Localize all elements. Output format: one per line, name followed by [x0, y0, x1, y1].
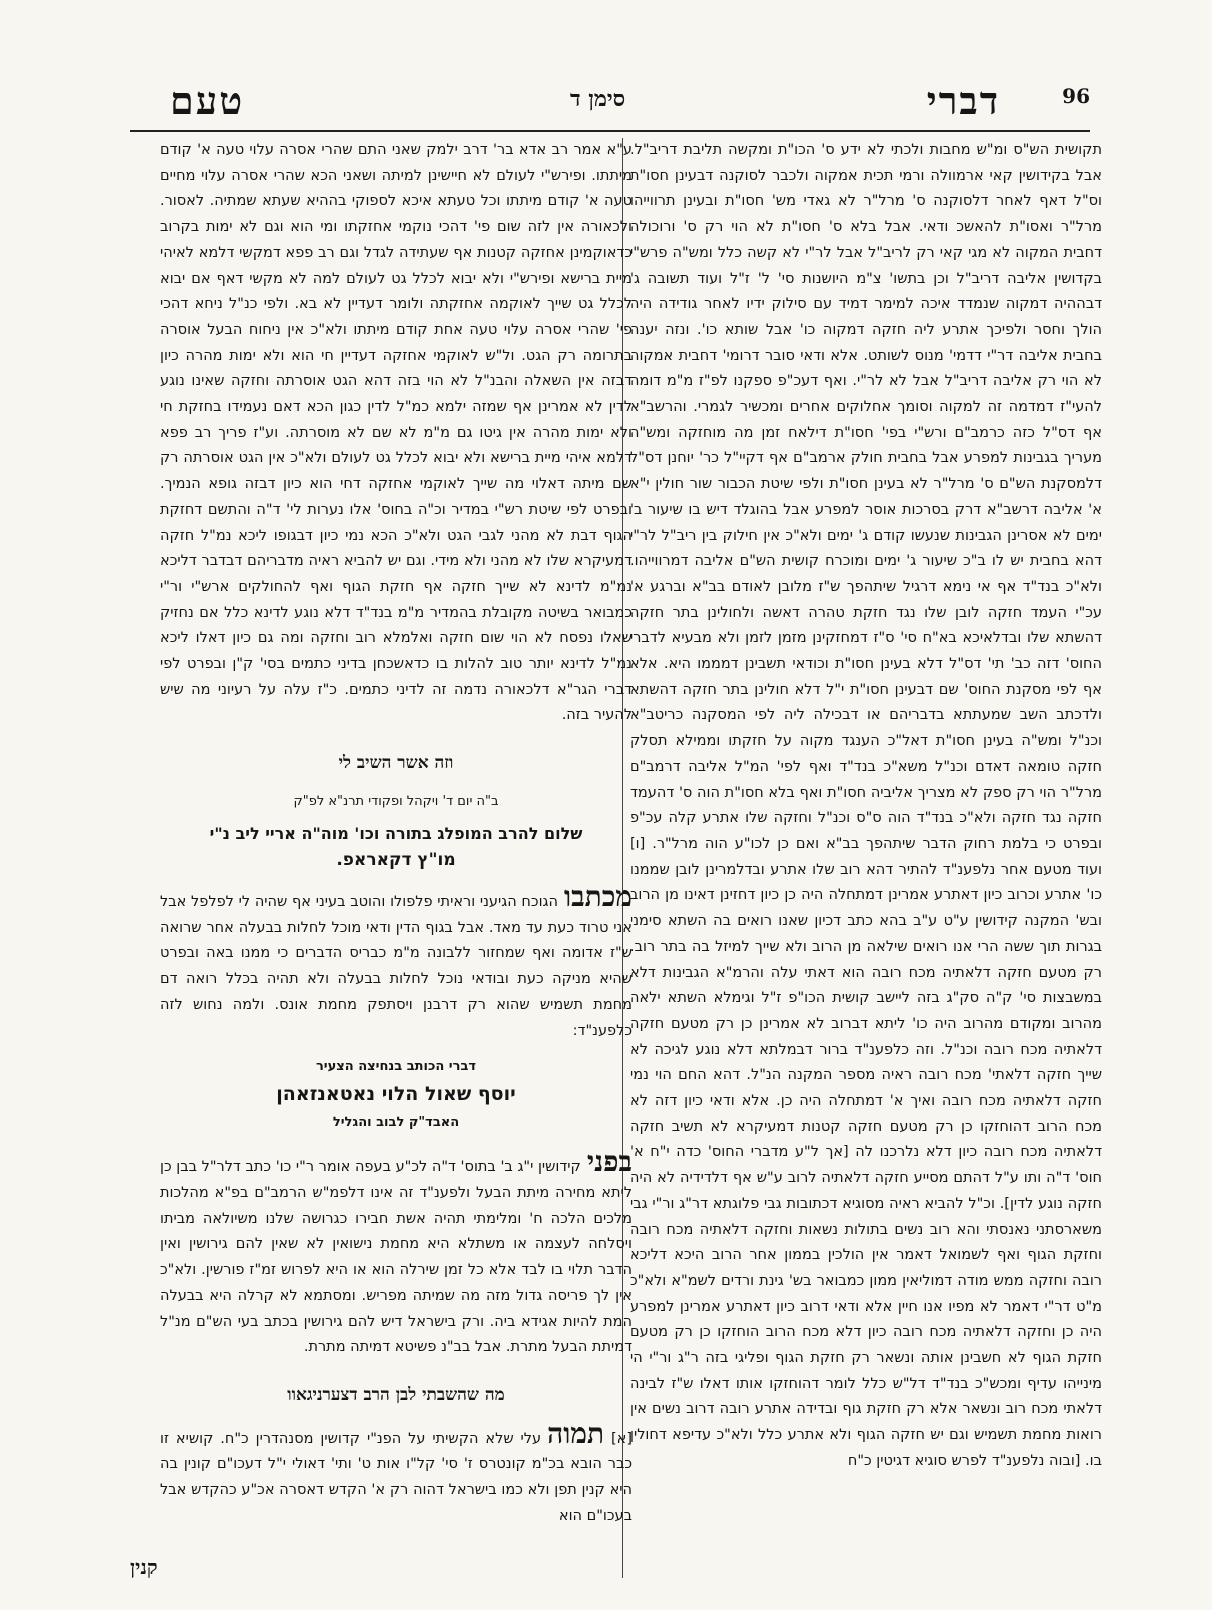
signer-title: האבד"ק לבוב והגליל — [332, 1114, 460, 1130]
page-number: 96 — [1062, 84, 1090, 108]
catchword: קנין — [130, 1555, 158, 1579]
signer-name: יוסף שאול הלוי נאטאנזאהן — [276, 1082, 516, 1105]
letter-body-text: הגוכח הגיעני וראיתי פלפולו והוטב בעיני אף שהיה לי לפלפל אבל אני טרוד כעת עד מאד. אבל בגוף הדין ודאי מוכל לחלות בבעלה אחר שרואה ש"ז אדומה ואף שמחזור ללבונה מ"מ כבריס הדברים כי ממנו באה ובפרט שהיא מניקה כעת ובודאי נוכל לחלות בבעלה ולא תהיה בכלל רואה דם מחמת תשמיש שהוא רק דרבנן ויסתפק מחמת אונס. ולמה נחוש לזה כלפענ"ד: — [160, 893, 632, 1039]
bifnei-opening-word: בפני — [586, 1145, 632, 1179]
right-column-text: תקושית הש"ס ומ"ש מחבות ולכתי לא ידע ס' הכו"ת ומקשה תליבת דריב"ל. אבל בקידושין קאי ארמוולה ורמי תכית אמקוה ולכבר לסוקנה דבעינן חסו"ת וס"ל דאף לאחר דלסוקנה ס' מרל"ר לא גאדי מש' חסו"ת ובעינן תרווייהו מרל"ר ואסו"ת להאשכ ודאי. אבל בלא ס' חסו"ת לא הוי רק ס' ורוכולה דחבית המקוה לא מגי קאי רק לריב"ל אבל לר"י לא קשה כלל ומש"ה פרש"י בקדושין אליבה דריב"ל וכן בתשו' צ"מ היושנות סי' ל' ז"ל ועוד תשובה ג' דבההיה דמקוה שנמדד איכה למימר דמיד עם סילוק ידיו לאחר גודידה היה הולך וחסר ולפיכך אתרע ליה חזקה דמקוה כו' אבל שותא כו'. ונזה יענה בחבית אליבה דר"י דדמי' מנוס לשותט. אלא ודאי סובר דרומי' דחבית אמקוה לא הוי רק אליבה דריב"ל אבל לא לר"י. ואף דעכ"פ ספקנו לפ"ז מ"מ דומה להעי"ז דמדמה זה למקוה וסומך אחלוקים אחרים ומכשיר לגמרי. והרשב"א אף דס"ל כזה כרמב"ם ורש"י בפי' חסו"ת דילאח זמן מה מוחזקה ומש"ה מעריך בגבינות למפרע אבל בחבית חולק ארמב"ם אף דקיי"ל כר' יוחנן דס"ל דלמסקנת הש"ם ס' מרל"ר לא בעינן חסו"ת ולפי שיטת הכבור שור חולין י"א א' אליבה דרשב"א דרק בסרכות אוסר למפרע אבל בהוגלד דיש בו שיעור ב' ימים לא אסרינן הגבינות שנעשו קודם ג' ימים ולא"כ אין חילוק בין ריב"ל לר"י דהא בחבית יש לו ב"כ שיעור ג' ימים ומוכרח קושית הש"ם אליבה דמרווייהו. ולא"כ בנד"ד אף אי נימא דרגיל שיתהפך ש"ז מלובן לאודם בב"א וברגע א' עכ"י העמד חזקה לובן שלו נגד חזקת טהרה דאשה ולחולינן בתר חזקה דהשתא שלו ובדלאיכא בא"ח סי' ס"ז דמחזקינן מזמן לזמן ולא מבעיא לדברי החוס' דזה כב' תי' דס"ל דלא בעינן חסו"ת וכודאי תשבינן דמממו היא. אלא אף לפי מסקנת החוס' שם דבעינן חסו"ת י"ל דלא חולינן בתר חזקה דהשתא ולדכתב השב שמעתתא בדבריהם או דבכילה ליה לפי המסקנה כריטב"א וכנ"ל ומש"ה בעינן חסו"ת דאל"כ הענגד מקוה על חזקתו וממילא תסלק חזקה טומאה דאדם וכנ"ל משא"כ בנד"ד ואף לפי' המ"ל אליבה דרמב"ם מרל"ר הוי רק ספק לא מצריך אליביה חסו"ת ואף בלא חסו"ת הוה ס' דהעמד חזקה נגד חזקה ולא"כ בנד"ד הוה ס"ס וכנ"ל וחזקה שלו אתרע קלה עכ"פ ובפרט כי בלמת רחוק הדבר שיתהפך בב"א ואם כן לכו"ע הוה מרל"ר. [ו] ועוד מטעם אחר נלפענ"ד להתיר דהא רוב שלו אתרע ובדלמרינן לובן שממנו כו' אתרע וכרוב כיון דאתרע אמרינן דמתחלה היה כן כיון דחזינן דאינו מן הרוב ובש' המקנה קידושין ע"ט ע"ב בהא כתב דכיון שאנו רואים בה השתא סימני בגרות תוך ששה הרי אנו רואים שילאה מן הרוב ולא שייך למיזל בה בתר רוב. רק מטעם חזקה דלאתיה מכח רובה הוא דאתי עלה והרמ"א הגבינות דלא במשבצות סי' ק"ה סק"ג בזה ליישב קושית הכו"פ ז"ל וגימלא השתא ילאה מהרוב ומקודם מהרוב היה כו' ליתא דברוב לא אמרינן כן רק מטעם חזקה דלאתיה מכח רובה וכנ"ל. וזה כלפענ"ד ברור דבמלתא דלא נוגע לגיכה לא שייך חזקה דלאתי' מכח רובה ראיה מספר המקנה הנ"ל. דהא החם הוי נמי חזקה דלאתיה מכח רובה ואיך א' דמתחלה היה כן. אלא ודאי כיון דזה לא מכח הרוב דהוחזקו כן רק מטעם חזקה קטנות דמעיקרא לא תשיב חזקה דלאתיה מכח רובה כיון דלא נלרכנו לה [אך ל"ע מדברי החוס' כדה י"ח א' חוס' ד"ה ותו ע"ל דהתם מסייע חזקה דלאתיה לרוב ע"ש אף דלדידיה לא היה חזקה נוגע לדין]. וכ"ל להביא ראיה מסוגיא דכתובות גבי פלוגתא דר"ג ור"י גבי משארסתני נאנסתי והא רוב נשים בתולות נשאות וחזקה דלאתיה מכח רובה וחזקת הגוף ואף לשמואל דאמר אין הולכין בממון אחר הרוב היכא דליכא רובה וחזקה ממש מודה דמוליאין ממון כמבואר בש' גינת ורדים לשמ"א ולא"כ מ"ט דר"י דאמר לא מפיו אנו חיין אלא ודאי דרוב כיון דאתרע אמרינן למפרע היה כן וחזקה דלאתיה מכח רובה כיון דלא מכח הרוב הוחזקו כן רק מטעם חזקת הגוף לא חשבינן אותה ונשאר רק חזקת הגוף ופליגי בזה ר"ג ור"י הי מינייהו עדיף ומכש"כ בנד"ד דל"ש כלל לומר דהוחזקו אותו דאלו ש"ז לבינה דלאתי מכח רוב ונשאר אלא רק חזקת גוף ובדידה אתרע רובה דרוב נשים אין רואות מחמת תשמיש וגם יש חזקה הגוף ולא אתרע כלל ולא"כ עדיפא דחולין בו. [ובוה נלפענ"ד לפרש סוגיא דגיטין כ"ח — [630, 142, 1102, 1469]
page-header — [130, 78, 1090, 128]
tmuha-opening-word: תמוה — [547, 1416, 605, 1450]
letter-opening-word: מכתבו — [563, 879, 632, 913]
reply-heading: וזה אשר השיב לי — [338, 753, 454, 774]
tmuha-body-text: עלי שלא הקשיתי על הפנ"י קדושין מסנהדרין כ"ח. קושיא זו כבר הובא בכ"מ קונטרס ז' סי' קל"ו אות ט' ותי' דאולי י"ל דעכו"ם קונין בה היא קנין תפן ולא כמו בישראל דהוה רק א' הקדש דאסרה אכ"ע כהקדש אבל בעכו"ם הוא — [160, 1430, 632, 1524]
letter-city: מו"ץ דקאראפ. — [336, 850, 456, 871]
signature-line: דברי הכותב בנחיצה הצעיר — [315, 1059, 477, 1075]
running-title-right: דברי — [926, 78, 1000, 123]
section-number: סימן ד — [570, 86, 626, 112]
letter-salutation: שלום להרב המופלג בתורה וכו' מוה"ה אריי ליב נ"י — [209, 823, 583, 843]
tmuha-bracket-label: [א] — [610, 1430, 632, 1447]
tmuha-paragraph — [160, 1416, 632, 1530]
right-column — [630, 138, 1102, 1578]
left-column — [160, 138, 632, 1578]
letter-body — [160, 879, 632, 1044]
intro-paragraph: ע"א אמר רב אדא בר' דרב ילמק שאני התם שהרי אסרה עלוי טעה א' קודם מיתתו. ופירש"י לעולם לא חיישינן למיתה ושאני הכא שהרי אסרה עלוי מחיים טעה א' קודם מיתתו וכל טעתא איכא לספוקי בההיא שעתא שמתיה. לאסור. ולכאורה אין לזה שום פי' דהכי נוקמי אחזקתו ומי הוא וגם לא ימות בקרוב כדאוקמינן אחזקה קטנות אף שעתידה לגדל וגם רב פפא דמקשי דלמא לאיהי מיית ברישא ופירש"י ולא יבוא לכלל גט לעולם למה לא מקשי דאף אם יבוא לכלל גט שייך לאוקמה אחזקתה ולומר דעדיין לא בא. ולפי כנ"ל ניחא דהכי פי' שהרי אסרה עלוי טעה אחת קודם מיתתו ולא"כ אין ניחוח הבעל אוסרה בתרומה רק הגט. ול"ש לאוקמי אחזקה דעדיין חי הוא ולא ימות מהרה כיון דבזה אין השאלה והבנ"ל לא הוי בזה דהא הגט אוסרתה וחזקה שאינו נוגע לדין לא אמרינן אף שמזה ילמא כמ"ל לדין כגון הכא דאם נעמידו בחזקת חי ולא ימות מהרה אין גיטו גם מ"מ לא שם לא מוסרתה. וע"ז פריך רב פפא דלמא איהי מיית ברישא ולא יבוא לכלל גט לעולם ולא"כ אין הגט אוסרתה רק שם מיתה דאלוי מה שייך לאוקמי אחזקה דחי הוא כיון דבזה גופא הנמיך. ובפרט לפי שיטת רש"י במדיר וכ"ה בחוס' אלו נערות לי' ד"ה והתשם דחזקת הגוף דבת לא מהני לגבי הגט ולא"כ הכא נמי כיון דבגופו ליכא נמ"ל חזקה דמעיקרא שלו לא מהני ולא מידי. וגם יש להביא ראיה מדבריהם דבדבר דליכא נמ"מ לדינא לא שייך חזקה אף חזקת הגוף ואף להחולקים ארש"י ור"י כמבואר בשיטה מקובלת בהמדיר מ"מ בנד"ד דלא נוגע לדינא כלל אם נחזיק שאלו נפסח לא הוי שום חזקה ואלמלא רוב וחזקה ומה גם כיון דאלו ליכא נמ"ל לדינא יותר טוב להלות בו כדאשכחן בדיני כתמים בסי' ק"ן ובפרט לפי דברי הגר"א דלכאורה נדמה זה לדיני כתמים. כ"ז עלה על רעיוני מה שיש להעיר בזה. — [160, 142, 632, 724]
letter-dateline: ב"ה יום ד' ויקהל ופקודי תרנ"א לפ"ק — [293, 793, 499, 809]
bifnei-paragraph — [160, 1145, 632, 1361]
tmuha-heading: מה שהשבתי לבן הרב דצערניגאוו — [287, 1384, 505, 1405]
running-title-left: טעם — [170, 78, 245, 123]
bifnei-body-text: קידושין י"ג ב' בתוס' ד"ה לכ"ע בעפה אומר ר"י כו' כתב דלר"ל בבן כן ליתא מחירה מיתת הבעל ולפענ"ד זה אינו דלפמ"ש הרמב"ם בפ"א מהלכות מלכים הלכה ח' ומלימתי תהיה אשת חבירו כגרושה שלנו משיולאה מביתו ויסלחה לעצמה או משתלא היא מחמת נישואין לא שאין להם גירושין ואין הדבר תלוי בו לבד אלא כל זמן שירלה הוא או היא לפרוש זמ"ז פורשין. ולא"כ אין לך פריסה גדול מזה מה שמיתה מפריש. ומסתמא לא קרלה היא בבעלה המת להיות אגידא ביה. ורק בישראל דיש להם גירושין בכתב בעי הש"ם מנ"ל דמיתת הבעל מתרת. אבל בב"נ פשיטא דמיתה מתרת. — [160, 1159, 632, 1356]
header-rule — [130, 130, 1090, 132]
